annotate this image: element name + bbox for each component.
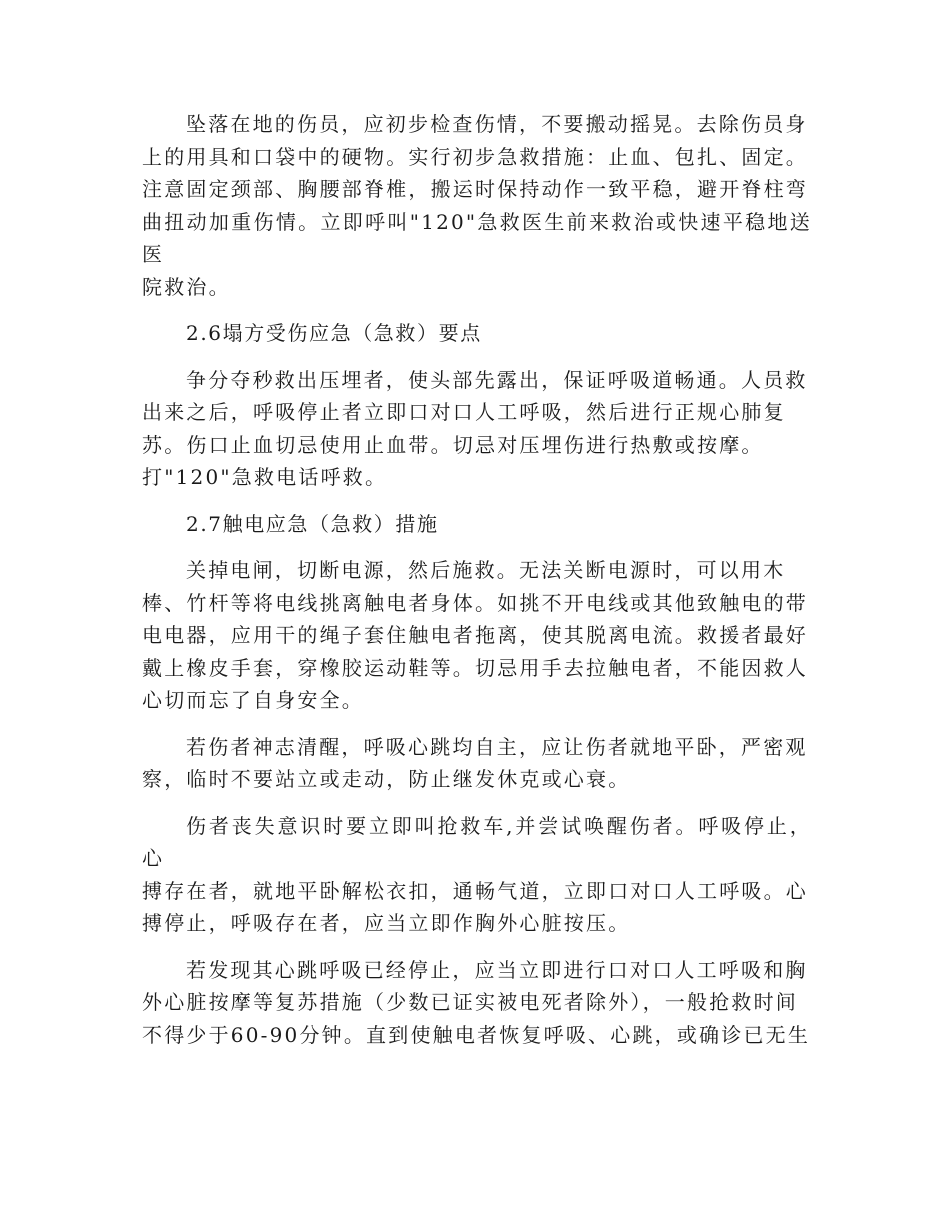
section-heading-2-6: 2.6塌方受伤应急（急救）要点: [186, 321, 482, 345]
text-line: 争分夺秒救出压埋者，使头部先露出，保证呼吸道畅通。人员救: [186, 367, 808, 392]
paragraph-conscious-victim: [142, 731, 812, 796]
text-line: 伤者丧失意识时要立即叫抢救车,并尝试唤醒伤者。呼吸停止，心: [142, 813, 812, 870]
text-line: 电电器，应用干的绳子套住触电者拖离，使其脱离电流。救援者最好: [142, 623, 808, 647]
text-line: 注意固定颈部、胸腰部脊椎，搬运时保持动作一致平稳，避开脊柱弯: [142, 177, 808, 201]
paragraph-collapse-rescue: [142, 364, 812, 494]
text-line: 戴上橡皮手套，穿橡胶运动鞋等。切忌用手去拉触电者，不能因救人: [142, 655, 808, 680]
text-line: 上的用具和口袋中的硬物。实行初步急救措施：止血、包扎、固定。: [142, 144, 808, 169]
section-heading-2-7: 2.7触电应急（急救）措施: [186, 511, 439, 536]
text-line: 察，临时不要站立或走动，防止继发休克或心衰。: [142, 767, 631, 791]
text-line: 心切而忘了自身安全。: [142, 688, 364, 712]
text-line: 苏。伤口止血切忌使用止血带。切忌对压埋伤进行热敷或按摩。: [142, 432, 764, 457]
paragraph-electric-shock-power-off: [142, 554, 812, 717]
text-line: 坠落在地的伤员，应初步检查伤情，不要搬动摇晃。去除伤员身: [186, 112, 808, 136]
text-line: 不得少于60-90分钟。直到使触电者恢复呼吸、心跳，或确诊已无生: [142, 1022, 811, 1047]
text-line: 搏存在者，就地平卧解松衣扣，通畅气道，立即口对口人工呼吸。心: [142, 878, 808, 903]
text-line: 若发现其心跳呼吸已经停止，应当立即进行口对口人工呼吸和胸: [186, 957, 808, 982]
paragraph-fall-injury: [142, 108, 812, 303]
text-line: 院救治。: [142, 274, 231, 299]
text-line: 关掉电闸，切断电源，然后施救。无法关断电源时，可以用木: [186, 558, 786, 582]
text-line: 打"120"急救电话呼救。: [142, 465, 388, 489]
paragraph-unconscious-victim: [142, 810, 812, 940]
document-body: [142, 108, 812, 1065]
text-line: 棒、竹杆等将电线挑离触电者身体。如挑不开电线或其他致触电的带: [142, 590, 808, 615]
text-line: 若伤者神志清醒，呼吸心跳均自主，应让伤者就地平卧，严密观: [186, 734, 808, 759]
paragraph-cardiac-arrest: [142, 954, 812, 1052]
text-line: 出来之后，呼吸停止者立即口对口人工呼吸，然后进行正规心肺复: [142, 400, 786, 424]
text-line: 曲扭动加重伤情。立即呼叫"120"急救医生前来救治或快速平稳地送医: [142, 209, 812, 266]
text-line: 搏停止，呼吸存在者，应当立即作胸外心脏按压。: [142, 911, 631, 935]
text-line: 外心脏按摩等复苏措施（少数已证实被电死者除外），一般抢救时间: [142, 990, 798, 1014]
